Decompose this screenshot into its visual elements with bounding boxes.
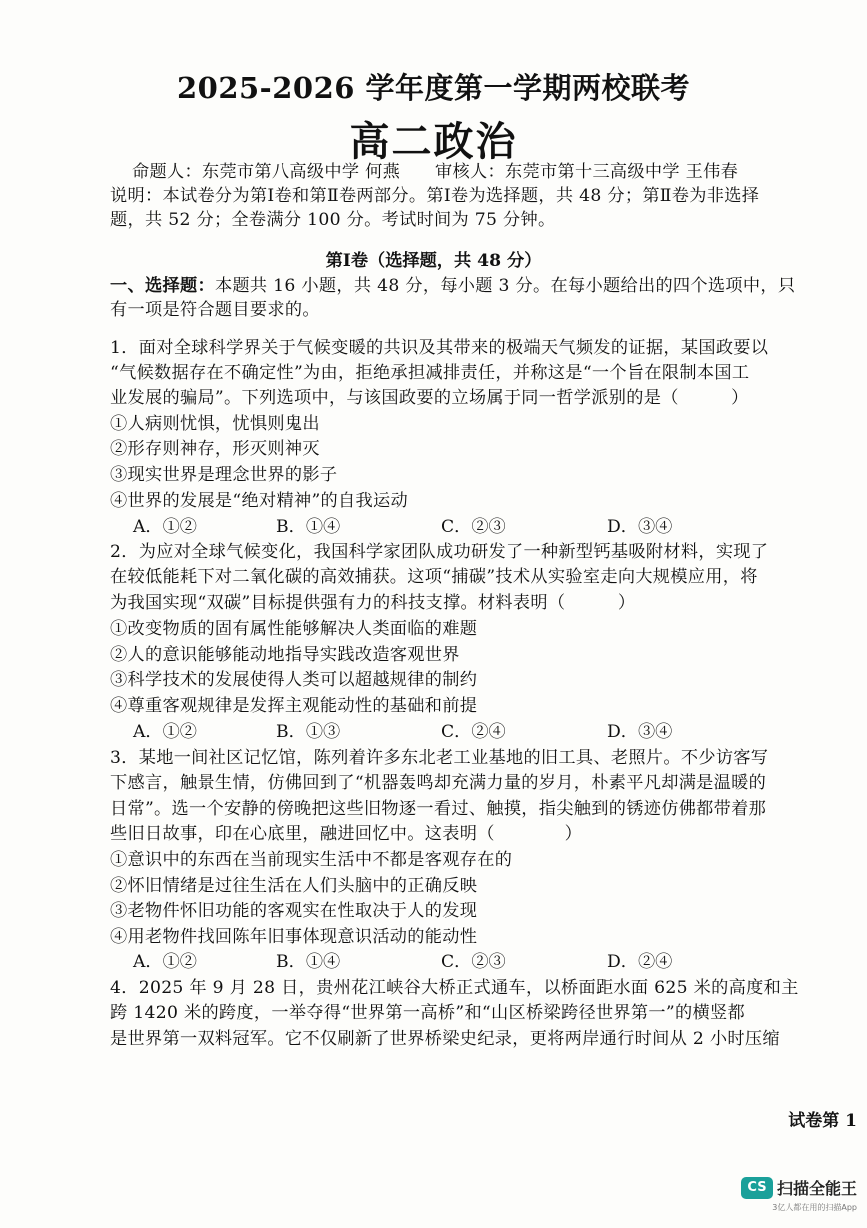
q2-statement: ②人的意识能够能动地指导实践改造客观世界 <box>110 645 460 665</box>
q2-line: 2．为应对全球气候变化，我国科学家团队成功研发了一种新型钙基吸附材料，实现了 <box>110 542 769 562</box>
q1-line: “气候数据存在不确定性”为由，拒绝承担减排责任，并称这是“一个旨在限制本国工 <box>110 363 750 383</box>
q2-option-b: B．①③ <box>276 722 341 742</box>
q3-option-c: C．②③ <box>441 952 506 972</box>
scanner-watermark <box>741 1176 857 1212</box>
watermark-name: 扫描全能王 <box>776 1179 857 1198</box>
q1-option-b: B．①④ <box>276 517 341 537</box>
q3-statement: ③老物件怀旧功能的客观实在性取决于人的发现 <box>110 901 478 921</box>
section-heading: 第Ⅰ卷（选择题，共 48 分） <box>325 251 542 271</box>
camscanner-logo-icon: CS <box>741 1177 773 1199</box>
watermark-tagline: 3亿人都在用的扫描App <box>772 1203 857 1212</box>
q3-line: 日常”。选一个安静的傍晚把这些旧物逐一看过、触摸，指尖触到的锈迹仿佛都带着那 <box>110 799 767 819</box>
q4-line: 跨 1420 米的跨度，一举夺得“世界第一高桥”和“山区桥梁跨径世界第一”的横竖都 <box>110 1003 745 1023</box>
instruction-text: 本题共 16 小题，共 48 分，每小题 3 分。在每小题给出的四个选项中，只 <box>214 276 796 296</box>
exam-title: 2025-2026 学年度第一学期两校联考 <box>176 71 691 105</box>
q3-option-d: D．②④ <box>607 952 673 972</box>
q1-statement: ②形存则神存，形灭则神灭 <box>110 439 320 459</box>
q1-option-c: C．②③ <box>441 517 506 537</box>
q2-option-d: D．③④ <box>607 722 673 742</box>
q4-line: 是世界第一双料冠军。它不仅刷新了世界桥梁史纪录，更将两岸通行时间从 2 小时压缩 <box>110 1029 780 1049</box>
q3-option-b: B．①④ <box>276 952 341 972</box>
q1-statement: ①人病则忧惧，忧惧则鬼出 <box>110 414 320 434</box>
q1-statement: ④世界的发展是“绝对精神”的自我运动 <box>110 491 408 511</box>
q1-line: 1．面对全球科学界关于气候变暖的共识及其带来的极端天气频发的证据，某国政要以 <box>110 338 769 358</box>
subject-title: 高二政治 <box>349 118 518 165</box>
instruction-line-1 <box>110 271 795 296</box>
q3-line: 些旧日故事，印在心底里，融进回忆中。这表明（ ） <box>110 824 583 844</box>
page-number: 试卷第 1 <box>788 1111 857 1131</box>
q3-option-a: A．①② <box>133 952 197 972</box>
q3-line: 下感言，触景生情，仿佛回到了“机器轰鸣却充满力量的岁月，朴素平凡却满是温暖的 <box>110 773 767 793</box>
q2-statement: ①改变物质的固有属性能够解决人类面临的难题 <box>110 619 478 639</box>
note-line-2: 题，共 52 分；全卷满分 100 分。考试时间为 75 分钟。 <box>110 210 556 230</box>
q2-statement: ④尊重客观规律是发挥主观能动性的基础和前提 <box>110 696 478 716</box>
q2-option-c: C．②④ <box>441 722 506 742</box>
q1-option-d: D．③④ <box>607 517 673 537</box>
q3-statement: ①意识中的东西在当前现实生活中不都是客观存在的 <box>110 850 513 870</box>
q3-line: 3．某地一间社区记忆馆，陈列着许多东北老工业基地的旧工具、老照片。不少访客写 <box>110 748 769 768</box>
q3-statement: ④用老物件找回陈年旧事体现意识活动的能动性 <box>110 927 478 947</box>
q4-line: 4．2025 年 9 月 28 日，贵州花江峡谷大桥正式通车，以桥面距水面 625 米的高度和主 <box>110 978 799 998</box>
q3-statement: ②怀旧情绪是过往生活在人们头脑中的正确反映 <box>110 876 478 896</box>
q2-option-a: A．①② <box>133 722 197 742</box>
q1-option-a: A．①② <box>133 517 197 537</box>
instruction-label: 一、选择题： <box>110 276 215 296</box>
authors-line: 命题人：东莞市第八高级中学 何燕 审核人：东莞市第十三高级中学 王伟春 <box>132 162 739 182</box>
q2-line: 在较低能耗下对二氧化碳的高效捕获。这项“捕碳”技术从实验室走向大规模应用，将 <box>110 567 758 587</box>
q1-line: 业发展的骗局”。下列选项中，与该国政要的立场属于同一哲学派别的是（ ） <box>110 388 749 408</box>
note-line-1: 说明：本试卷分为第Ⅰ卷和第Ⅱ卷两部分。第Ⅰ卷为选择题，共 48 分；第Ⅱ卷为非选择 <box>110 186 760 206</box>
instruction-line-2: 有一项是符合题目要求的。 <box>110 300 320 320</box>
q2-statement: ③科学技术的发展使得人类可以超越规律的制约 <box>110 670 478 690</box>
q1-statement: ③现实世界是理念世界的影子 <box>110 465 338 485</box>
q2-line: 为我国实现“双碳”目标提供强有力的科技支撑。材料表明（ ） <box>110 593 636 613</box>
